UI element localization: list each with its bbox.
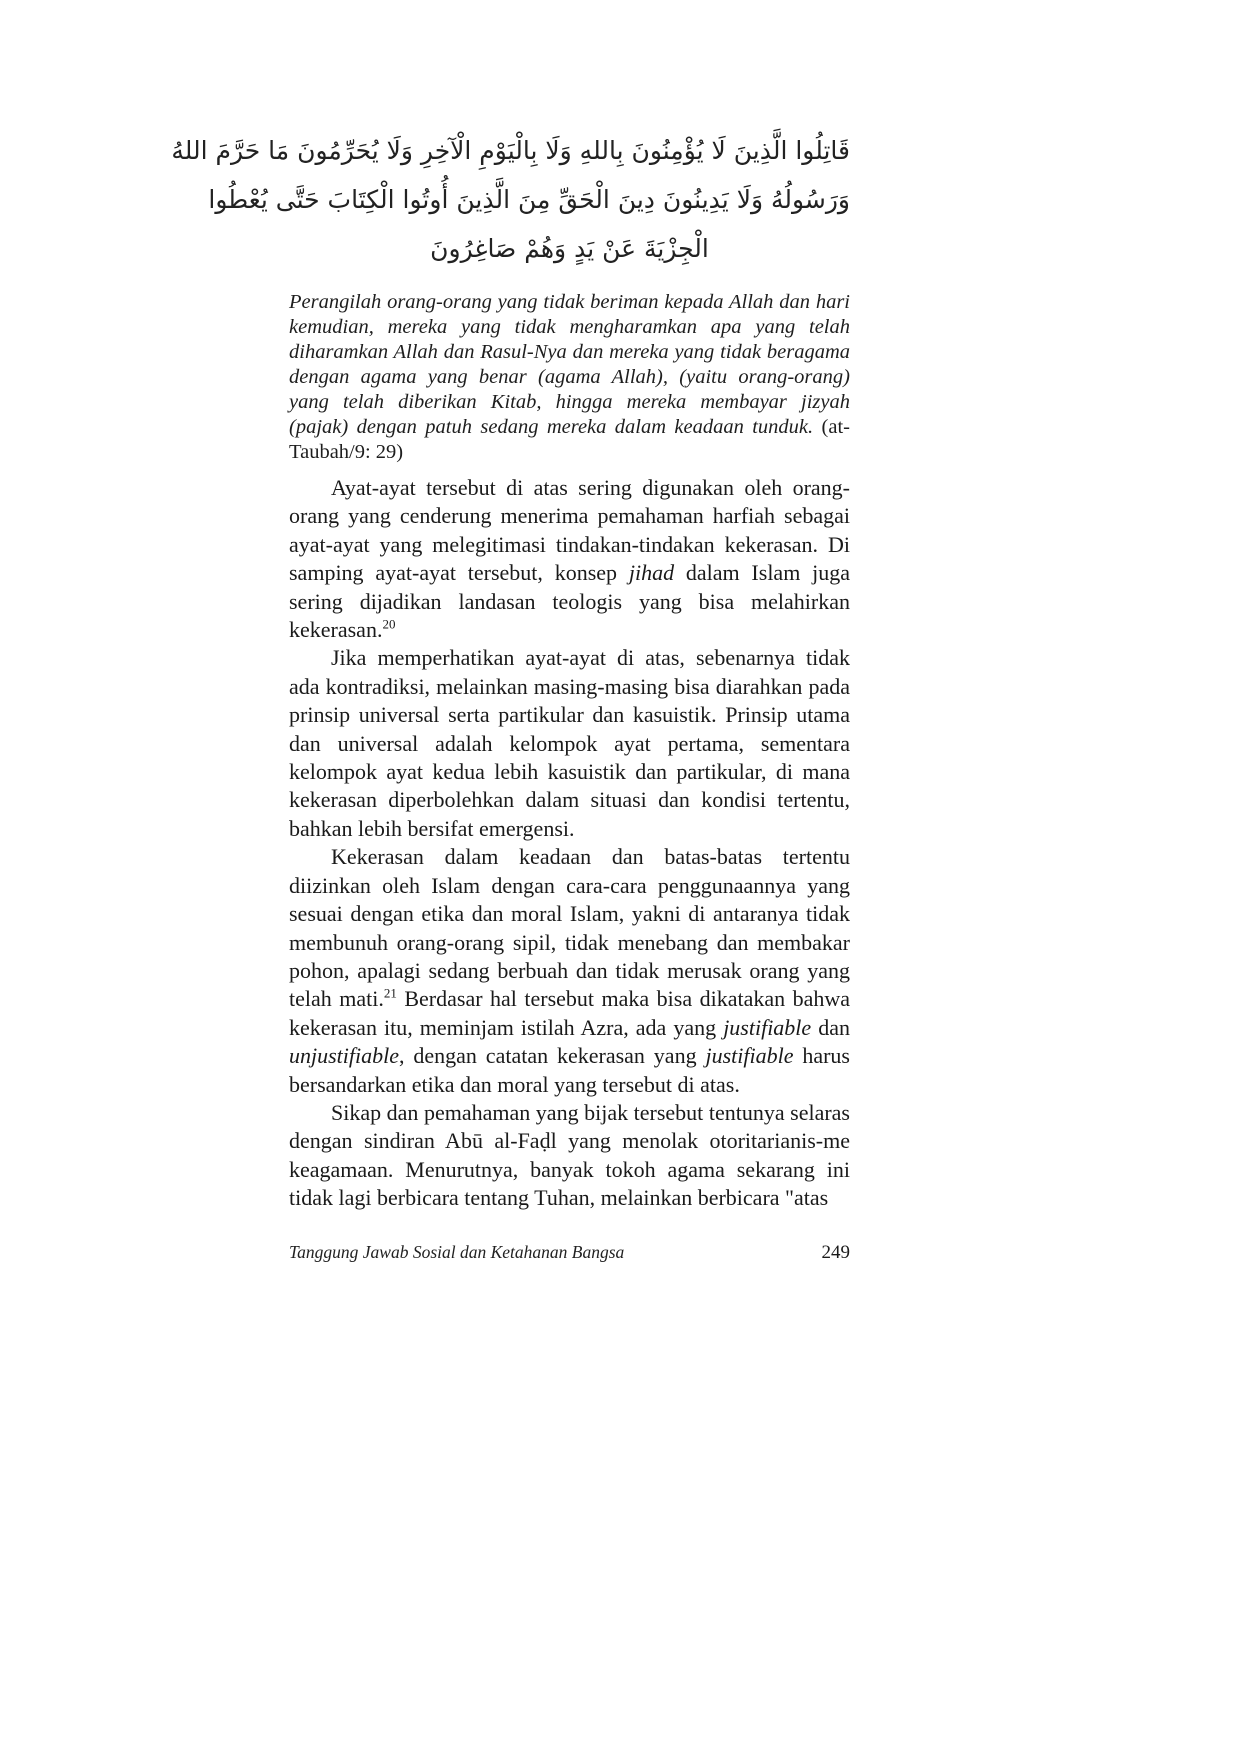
term-justifiable-1: justifiable xyxy=(723,1014,812,1040)
term-jihad: jihad xyxy=(628,560,675,586)
paragraph-3-text-cont-2: , dengan catatan kekerasan yang xyxy=(399,1043,706,1069)
page-number: 249 xyxy=(821,1242,850,1263)
term-justifiable-2: justifiable xyxy=(705,1043,794,1069)
paragraph-3-text-end: harus bersandarkan etika dan moral yang tersebut di atas. xyxy=(289,1043,850,1097)
paragraph-3 xyxy=(289,843,850,1099)
paragraph-1 xyxy=(289,474,850,644)
arabic-line-3: الْجِزْيَةَ عَنْ يَدٍ وَهُمْ صَاغِرُونَ xyxy=(430,234,709,263)
paragraph-2 xyxy=(289,644,850,843)
paragraph-3-text-cont: Berdasar hal tersebut maka bisa dikatakan bahwa kekerasan itu, meminjam istilah Azra, ada yang xyxy=(289,986,851,1040)
paragraph-3-text: Kekerasan dalam keadaan dan batas-batas tertentu diizinkan oleh Islam dengan cara-cara penggunaannya yang sesuai dengan etika dan moral Islam, yakni di antaranya tidak membunuh orang-orang sipil, tidak menebang dan membakar pohon, apalagi sedang berbuah dan tidak merusak orang yang telah mati. xyxy=(289,844,850,1012)
paragraph-4-text: Sikap dan pemahaman yang bijak tersebut tentunya selaras dengan sindiran Abū al-Faḍl yang menolak otoritarianis-me keagamaan. Menurutnya, banyak tokoh agama sekarang ini tidak lagi berbicara tentang Tuhan, melainkan berbicara "atas xyxy=(289,1099,850,1211)
arabic-line-2: وَرَسُولُهُ وَلَا يَدِينُونَ دِينَ الْحَقِّ مِنَ الَّذِينَ أُوتُوا الْكِتَابَ حَتَّى يُعْطُوا xyxy=(208,185,850,214)
verse-citation: (at-Taubah/9: 29) xyxy=(289,416,850,463)
footnote-ref-21: 21 xyxy=(383,985,397,1001)
paragraph-2-text: Jika memperhatikan ayat-ayat di atas, sebenarnya tidak ada kontradiksi, melainkan masing-masing bisa diarahkan pada prinsip universal serta partikular dan kasuistik. Prinsip utama dan universal adalah kelompok ayat pertama, sementara kelompok ayat kedua lebih kasuistik dan partikular, di mana kekerasan diperbolehkan dalam situasi dan kondisi tertentu, bahkan lebih bersifat emergensi. xyxy=(289,645,850,841)
footnote-ref-20: 20 xyxy=(382,616,396,632)
quran-verse-arabic xyxy=(171,126,850,273)
paragraph-4 xyxy=(289,1099,850,1213)
arabic-line-1: قَاتِلُوا الَّذِينَ لَا يُؤْمِنُونَ بِاللهِ وَلَا بِالْيَوْمِ الْآخِرِ وَلَا يُحَرِّمُونَ مَا حَرَّمَ اللهُ xyxy=(171,136,850,165)
running-title: Tanggung Jawab Sosial dan Ketahanan Bangsa xyxy=(289,1242,625,1262)
page-content xyxy=(171,126,851,1213)
term-unjustifiable: unjustifiable xyxy=(289,1043,399,1069)
paragraph-1-text-cont: dalam Islam juga sering dijadikan landasan teologis yang bisa melahirkan kekerasan. xyxy=(289,560,850,643)
paragraph-1-text: Ayat-ayat tersebut di atas sering digunakan oleh orang-orang yang cenderung menerima pemahaman harfiah sebagai ayat-ayat yang melegitimasi tindakan-tindakan kekerasan. Di samping ayat-ayat tersebut, konsep xyxy=(289,475,850,586)
paragraph-3-conj: dan xyxy=(811,1014,850,1040)
verse-translation xyxy=(289,290,850,465)
page-footer xyxy=(289,1242,850,1264)
translation-italic-text: Perangilah orang-orang yang tidak beriman kepada Allah dan hari kemudian, mereka yang tidak mengharamkan apa yang telah diharamkan Allah dan Rasul-Nya dan mereka yang tidak beragama dengan agama yang benar (agama Allah), (yaitu orang-orang) yang telah diberikan Kitab, hingga mereka membayar jizyah (pajak) dengan patuh sedang mereka dalam keadaan tunduk. xyxy=(289,291,850,438)
